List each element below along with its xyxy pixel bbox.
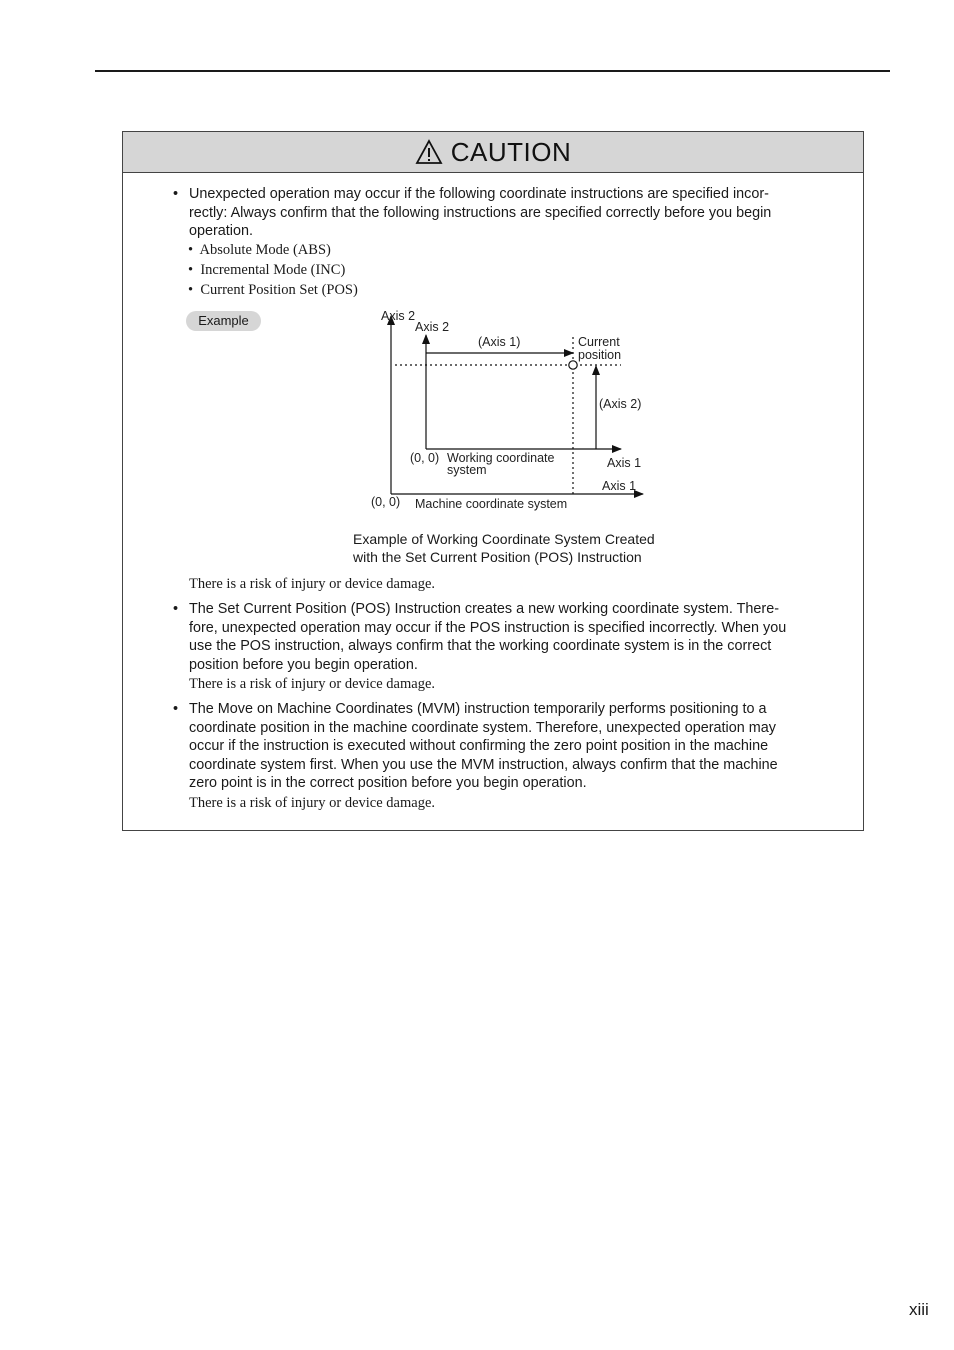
bullet-item [173, 600, 823, 674]
current-position-label: Current [578, 335, 620, 349]
caution-title: CAUTION [450, 136, 572, 167]
bullet-line: coordinate system first. When you use the MVM instruction, always confirm that the machine [189, 756, 778, 773]
bullet-line: operation. [189, 223, 254, 240]
working-origin-label: (0, 0) [410, 451, 440, 465]
working-axis1-label: Axis 1 [607, 456, 642, 470]
machine-axis2-label: Axis 2 [381, 309, 416, 323]
bullet-symbol: • [173, 186, 179, 202]
axis1-move-label: (Axis 1) [478, 335, 521, 349]
coordinate-diagram [353, 302, 653, 517]
caution-header [123, 132, 863, 173]
bullet-item [173, 185, 823, 241]
current-position-marker [569, 361, 577, 369]
machine-axis1-label: Axis 1 [602, 479, 637, 493]
bullet-line: position before you begin operation. [189, 656, 418, 673]
caution-box [122, 131, 864, 831]
diagram-caption: Example of Working Coordinate System Created with the Set Current Position (POS) Instruction [353, 531, 655, 565]
risk-text: There is a risk of injury or device damage. [189, 576, 436, 592]
axis2-move-label: (Axis 2) [599, 397, 642, 411]
bullet-line: The Move on Machine Coordinates (MVM) instruction temporarily performs positioning to a [189, 701, 767, 717]
bullet-line: coordinate position in the machine coordinate system. Therefore, unexpected operation may [189, 719, 776, 736]
bullet-line: fore, unexpected operation may occur if the POS instruction is specified incorrectly. When you [189, 619, 787, 636]
bullet-line: Unexpected operation may occur if the following coordinate instructions are specified incor- [189, 186, 769, 202]
sub-item: • Absolute Mode (ABS) [188, 242, 331, 258]
bullet-line: zero point is in the correct position before you begin operation. [189, 775, 587, 792]
bullet-symbol: • [173, 701, 179, 717]
example-label: Example [186, 311, 261, 331]
top-rule [95, 70, 890, 72]
bullet-symbol: • [173, 601, 179, 617]
bullet-line: rectly: Always confirm that the following instructions are specified correctly before you begin [189, 204, 772, 221]
bullet-line: occur if the instruction is executed without confirming the zero point position in the machine [189, 738, 769, 755]
warning-triangle-icon [415, 139, 443, 165]
current-position-label: position [578, 348, 622, 362]
machine-system-label: Machine coordinate system [415, 497, 568, 511]
machine-origin-label: (0, 0) [371, 495, 401, 509]
sub-item: • Current Position Set (POS) [188, 282, 358, 298]
risk-text: There is a risk of injury or device damage. [189, 795, 436, 811]
working-system-label: system [447, 463, 487, 477]
page-number: xiii [909, 1300, 929, 1319]
bullet-item [173, 700, 823, 793]
working-system-label: Working coordinate [447, 451, 555, 465]
sub-item: • Incremental Mode (INC) [188, 262, 346, 278]
risk-text: There is a risk of injury or device damage. [189, 676, 436, 692]
bullet-line: use the POS instruction, always confirm that the working coordinate system is in the correct [189, 638, 772, 655]
working-axis2-label: Axis 2 [415, 320, 450, 334]
bullet-line: The Set Current Position (POS) Instruction creates a new working coordinate system. There- [189, 601, 780, 617]
